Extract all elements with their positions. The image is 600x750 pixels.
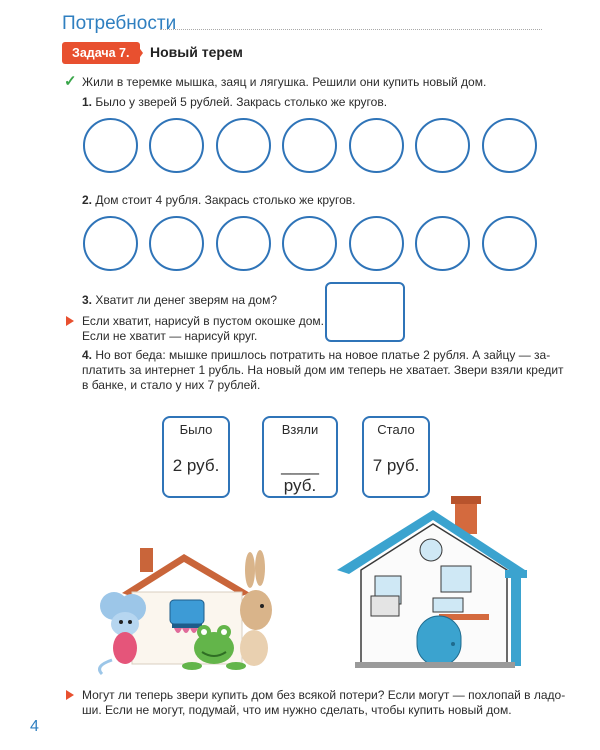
pointer-arrow-icon-2 bbox=[66, 690, 74, 700]
final-question-line-2: ши. Если не могут, подумай, что им нужно сделать, чтобы купить новый дом. bbox=[82, 703, 512, 717]
question-4-line-1: Но вот беда: мышке пришлось потратить на новое платье 2 рубля. А зайцу — за- bbox=[92, 348, 551, 362]
task-badge-notch bbox=[135, 42, 143, 64]
final-question-line-1: Могут ли теперь звери купить дом без всякой потери? Если могут — похлопай в ладо- bbox=[82, 688, 566, 702]
question-2 bbox=[82, 192, 355, 208]
question-4-line-3: в банке, и стало у них 7 рублей. bbox=[82, 378, 261, 392]
card-became bbox=[362, 416, 430, 498]
card-became-value: 7 руб. bbox=[372, 456, 420, 475]
question-3-hint-1: Если хватит, нарисуй в пустом окошке дом. bbox=[82, 314, 325, 328]
circle-2-6[interactable] bbox=[415, 216, 470, 271]
circle-2-5[interactable] bbox=[349, 216, 404, 271]
header-divider bbox=[160, 29, 542, 30]
card-was-value: 2 руб. bbox=[172, 456, 220, 475]
question-1-number: 1. bbox=[82, 95, 93, 109]
task-badge: Задача 7. bbox=[62, 42, 140, 64]
circle-2-1[interactable] bbox=[83, 216, 138, 271]
circle-2-4[interactable] bbox=[282, 216, 337, 271]
circle-1-4[interactable] bbox=[282, 118, 337, 173]
pointer-arrow-icon bbox=[66, 316, 74, 326]
question-4-number: 4. bbox=[82, 348, 93, 362]
circle-1-2[interactable] bbox=[149, 118, 204, 173]
circle-1-5[interactable] bbox=[349, 118, 404, 173]
circle-1-3[interactable] bbox=[216, 118, 271, 173]
circle-1-7[interactable] bbox=[482, 118, 537, 173]
circle-1-1[interactable] bbox=[83, 118, 138, 173]
question-3-text: Хватит ли денег зверям на дом? bbox=[92, 293, 278, 307]
checkmark-icon: ✓ bbox=[64, 73, 77, 90]
page-number: 4 bbox=[30, 718, 39, 735]
task-title: Новый терем bbox=[150, 44, 243, 60]
intro-text: Жили в теремке мышка, заяц и лягушка. Решили они купить новый дом. bbox=[82, 75, 487, 89]
question-3-number: 3. bbox=[82, 293, 93, 307]
card-borrowed-caption: Взяли bbox=[281, 422, 319, 437]
section-title: Потребности bbox=[62, 13, 177, 34]
card-was bbox=[162, 416, 230, 498]
circle-2-3[interactable] bbox=[216, 216, 271, 271]
card-was-caption: Было bbox=[179, 422, 213, 437]
new-house-illustration bbox=[335, 496, 535, 676]
small-house-animals-illustration bbox=[92, 548, 282, 676]
circle-1-6[interactable] bbox=[415, 118, 470, 173]
question-4-line-2: платить за интернет 1 рубль. На новый дом им теперь не хватает. Звери взяли кредит bbox=[82, 363, 564, 377]
card-became-caption: Стало bbox=[377, 422, 415, 437]
card-borrowed-value[interactable]: ____ руб. bbox=[281, 456, 319, 495]
circle-2-2[interactable] bbox=[149, 216, 204, 271]
question-3-hint-2: Если не хватит — нарисуй круг. bbox=[82, 329, 258, 343]
question-1 bbox=[82, 94, 387, 110]
question-3 bbox=[82, 292, 277, 308]
question-4 bbox=[82, 347, 550, 363]
answer-box[interactable] bbox=[325, 282, 405, 342]
circle-2-7[interactable] bbox=[482, 216, 537, 271]
question-1-text: Было у зверей 5 рублей. Закрась столько же кругов. bbox=[92, 95, 388, 109]
question-2-text: Дом стоит 4 рубля. Закрась столько же кругов. bbox=[92, 193, 356, 207]
card-borrowed bbox=[262, 416, 338, 498]
question-2-number: 2. bbox=[82, 193, 93, 207]
